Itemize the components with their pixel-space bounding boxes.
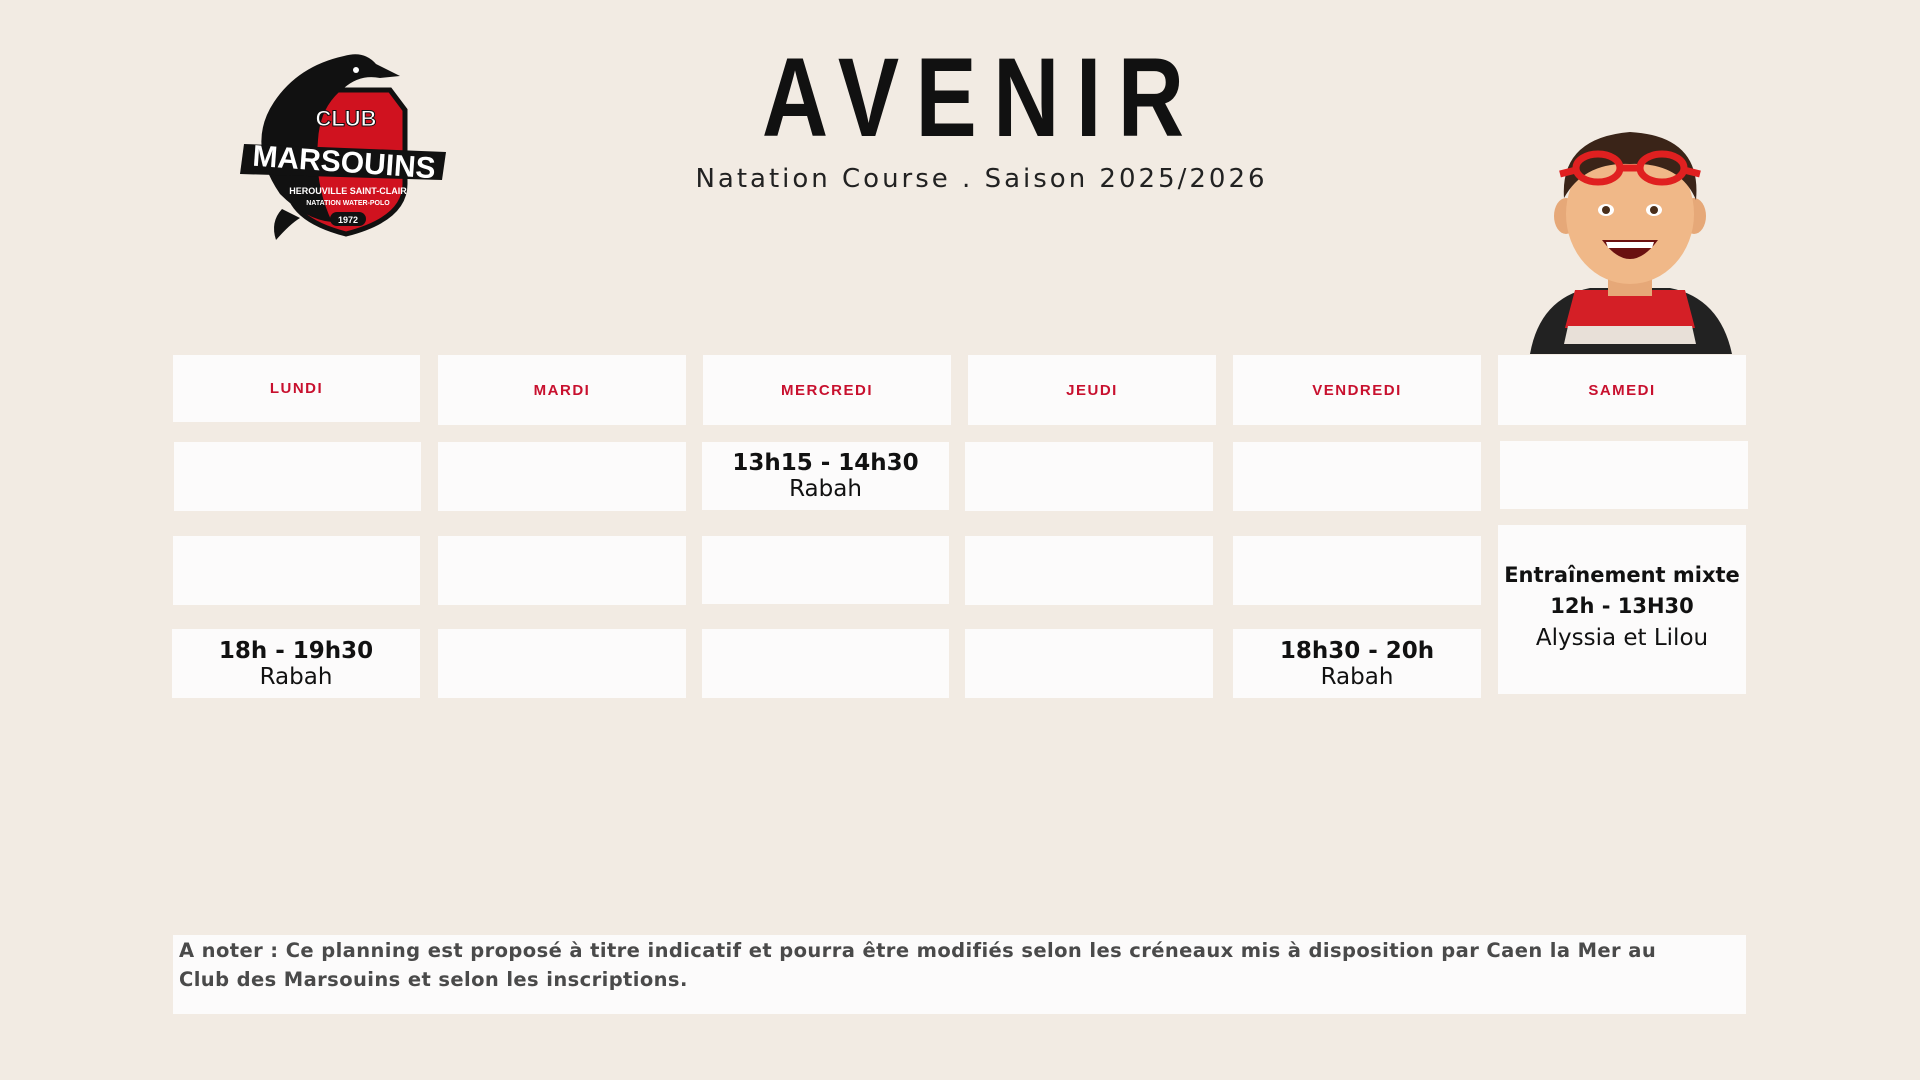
- slot-time: 18h - 19h30: [218, 637, 374, 664]
- slot-time: 13h15 - 14h30: [732, 450, 919, 476]
- slot-mercredi-2: [702, 536, 949, 604]
- day-header-mardi: [438, 355, 686, 425]
- page-title: AVENIR: [761, 35, 1201, 160]
- day-label: MERCREDI: [780, 381, 873, 399]
- slot-jeudi-1: [965, 442, 1213, 511]
- day-header-lundi: [173, 355, 420, 422]
- slot-jeudi-2: [965, 536, 1213, 605]
- slot-time: 18h30 - 20h: [1279, 637, 1435, 664]
- slot-jeudi-3: [965, 629, 1213, 698]
- slot-vendredi-2: [1233, 536, 1481, 605]
- slot-samedi-1: [1500, 441, 1748, 509]
- slot-lundi-2: [173, 536, 420, 605]
- day-label: MARDI: [533, 381, 591, 399]
- slot-coach: Alyssia et Lilou: [1535, 625, 1709, 651]
- slot-mardi-2: [438, 536, 686, 605]
- day-header-mercredi: [703, 355, 951, 425]
- slot-time: 12h - 13H30: [1550, 594, 1694, 618]
- slot-title: Entraînement mixte: [1504, 563, 1740, 587]
- swimmer-kid-icon: [1520, 118, 1740, 354]
- svg-text:NATATION WATER-POLO: NATATION WATER-POLO: [306, 200, 390, 207]
- slot-lundi-1: [174, 442, 421, 511]
- day-label: LUNDI: [269, 380, 324, 397]
- slot-samedi-mixte: [1498, 525, 1746, 694]
- slot-mercredi-1: [702, 442, 949, 510]
- note-line-1: A noter : Ce planning est proposé à titre indicatif et pourra être modifiés selon les créneaux mis à disposition par Caen la Mer au: [179, 939, 1657, 962]
- day-header-samedi: [1498, 355, 1746, 425]
- day-header-jeudi: [968, 355, 1216, 425]
- slot-coach: Rabah: [789, 476, 862, 502]
- slot-coach: Rabah: [259, 663, 333, 690]
- day-label: JEUDI: [1066, 381, 1118, 399]
- svg-text:CLUB: CLUB: [315, 106, 377, 131]
- day-label: VENDREDI: [1312, 381, 1402, 399]
- slot-vendredi-1: [1233, 442, 1481, 511]
- day-label: SAMEDI: [1588, 381, 1656, 399]
- svg-text:1972: 1972: [337, 215, 359, 225]
- slot-mardi-3: [438, 629, 686, 698]
- slot-lundi-3: [172, 629, 420, 698]
- slot-mardi-1: [438, 442, 686, 511]
- page-subtitle: Natation Course . Saison 2025/2026: [695, 164, 1268, 194]
- slot-vendredi-3: [1233, 629, 1481, 698]
- day-header-vendredi: [1233, 355, 1481, 425]
- slot-coach: Rabah: [1320, 663, 1394, 690]
- svg-text:HEROUVILLE SAINT-CLAIR: HEROUVILLE SAINT-CLAIR: [289, 186, 407, 196]
- disclaimer-note: [173, 935, 1746, 1014]
- slot-mercredi-3: [702, 629, 949, 698]
- note-line-2: Club des Marsouins et selon les inscriptions.: [179, 968, 688, 991]
- svg-text:MARSOUINS: MARSOUINS: [251, 139, 437, 186]
